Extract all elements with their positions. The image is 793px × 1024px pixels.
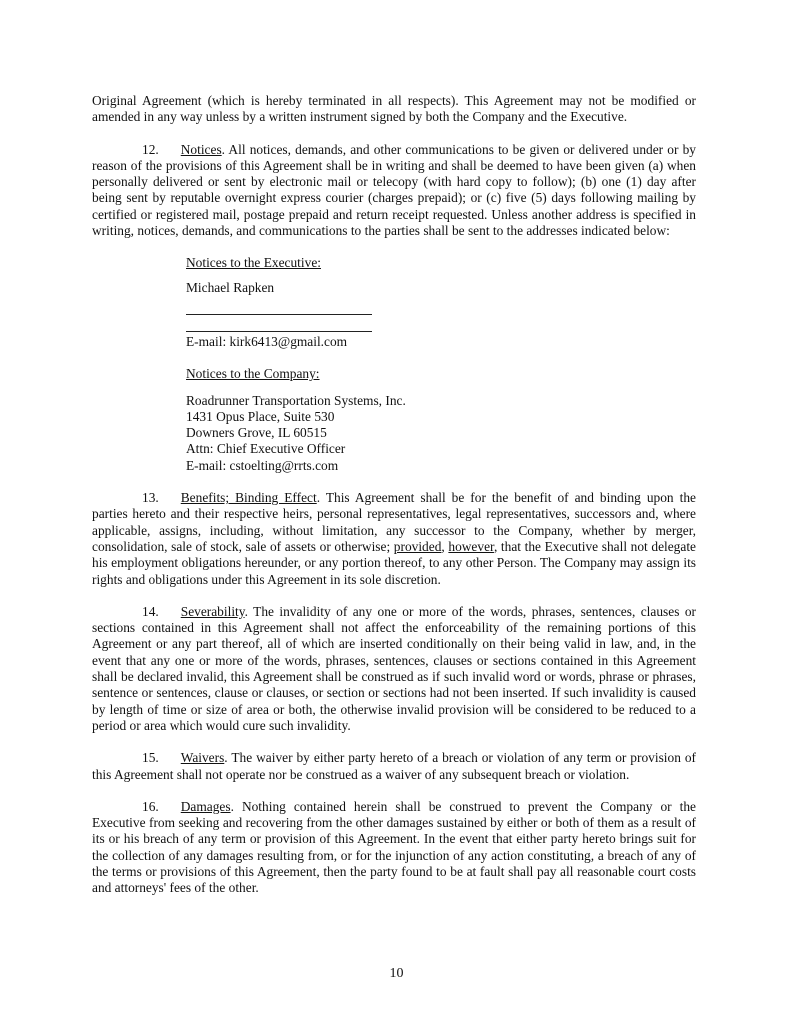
section-heading: Notices bbox=[180, 141, 222, 157]
notices-company-heading: Notices to the Company: bbox=[186, 366, 320, 382]
company-city: Downers Grove, IL 60515 bbox=[186, 425, 327, 441]
section-13-benefits bbox=[92, 490, 696, 588]
company-name: Roadrunner Transportation Systems, Inc. bbox=[186, 392, 406, 408]
section-number: 15. bbox=[142, 750, 159, 766]
section-heading: Severability bbox=[180, 603, 245, 619]
section-number: 13. bbox=[142, 490, 159, 506]
page-number: 10 bbox=[389, 966, 404, 981]
section-number: 16. bbox=[142, 798, 159, 814]
section-body: . Nothing contained herein shall be construed to prevent the Company or the Executive from seeking and recovering from the other damages sustained by either or both of them as a result of its or his breach of any term or provision of this Agreement. In the event that either party hereto brings suit for the collection of any damages resulting from, or for the injunction of any action constituting, a breach of any of the terms or provisions of this Agreement, then the party found to be at fault shall pay all reasonable court costs and attorneys' fees of the other. bbox=[92, 798, 696, 896]
section-14-severability bbox=[92, 604, 696, 734]
section-16-damages bbox=[92, 799, 696, 897]
section-number: 14. bbox=[142, 603, 159, 619]
document-page bbox=[92, 93, 696, 913]
section-heading: Damages bbox=[180, 798, 231, 814]
executive-name: Michael Rapken bbox=[186, 279, 275, 295]
section-body: . The invalidity of any one or more of the words, phrases, sentences, clauses or sections contained in this Agreement shall not affect the enforceability of the remaining portions of this Agreement or any part thereof, all of which are inserted conditionally on their being valid in law, and, in the event that any one or more of the words, phrases, sentences, clauses or sections contained in this Agreement shall be declared invalid, this Agreement shall be construed as if such invalid word or words, phrase or phrases, sentence or sentences, clause or clauses, or section or sections had not been inserted. If such invalidity is caused by length of time or size of area or both, the otherwise invalid provision will be considered to be reduced to a period or area which would cure such invalidity. bbox=[92, 603, 696, 733]
section-heading: Waivers bbox=[180, 750, 225, 766]
company-street: 1431 Opus Place, Suite 530 bbox=[186, 408, 335, 424]
provided-term: provided bbox=[393, 538, 442, 554]
notices-to-executive bbox=[186, 255, 696, 474]
section-body: . This Agreement shall be for the benefit of and binding upon the parties hereto and their respective heirs, personal representatives, legal representatives, successors and, where applicable, assigns, including, without limitation, any successor to the Company, whether by merger, consolidation, sale of stock, sale of assets or otherwise; bbox=[92, 490, 696, 554]
company-attn: Attn: Chief Executive Officer bbox=[186, 441, 346, 457]
executive-email: E-mail: kirk6413@gmail.com bbox=[186, 333, 348, 349]
company-email: E-mail: cstoelting@rrts.com bbox=[186, 457, 339, 473]
section-12-notices bbox=[92, 142, 696, 240]
section-number: 12. bbox=[142, 141, 159, 157]
however-term: however bbox=[448, 538, 494, 554]
address-blank-line bbox=[186, 331, 372, 332]
notices-exec-heading: Notices to the Executive: bbox=[186, 255, 321, 271]
intro-paragraph: Original Agreement (which is hereby terminated in all respects). This Agreement may not be modified or amended in any way unless by a written instrument signed by both the Company and the Executive. bbox=[92, 93, 696, 125]
section-body: . The waiver by either party hereto of a breach or violation of any term or provision of this Agreement shall not operate nor be construed as a waiver of any subsequent breach or violation. bbox=[92, 750, 696, 782]
section-body: . All notices, demands, and other communications to be given or delivered under or by reason of the provisions of this Agreement shall be in writing and shall be deemed to have been given (a) when personally delivered or sent by electronic mail or telecopy (with hard copy to follow); (b) one (1) day after being sent by reputable overnight express courier (charges prepaid); or (c) five (5) days following mailing by certified or registered mail, postage prepaid and return receipt requested. Unless another address is specified in writing, notices, demands, and communications to the parties shall be sent to the addresses indicated below: bbox=[92, 141, 696, 239]
section-15-waivers bbox=[92, 750, 696, 783]
comma: , bbox=[441, 538, 449, 554]
section-heading: Benefits; Binding Effect bbox=[180, 490, 317, 506]
section-body-cont: , that the Executive shall not delegate his employment obligations hereunder, or any portion thereof, to any other Person. The Company may assign its rights and obligations under this Agreement in its sole discretion. bbox=[92, 538, 696, 587]
